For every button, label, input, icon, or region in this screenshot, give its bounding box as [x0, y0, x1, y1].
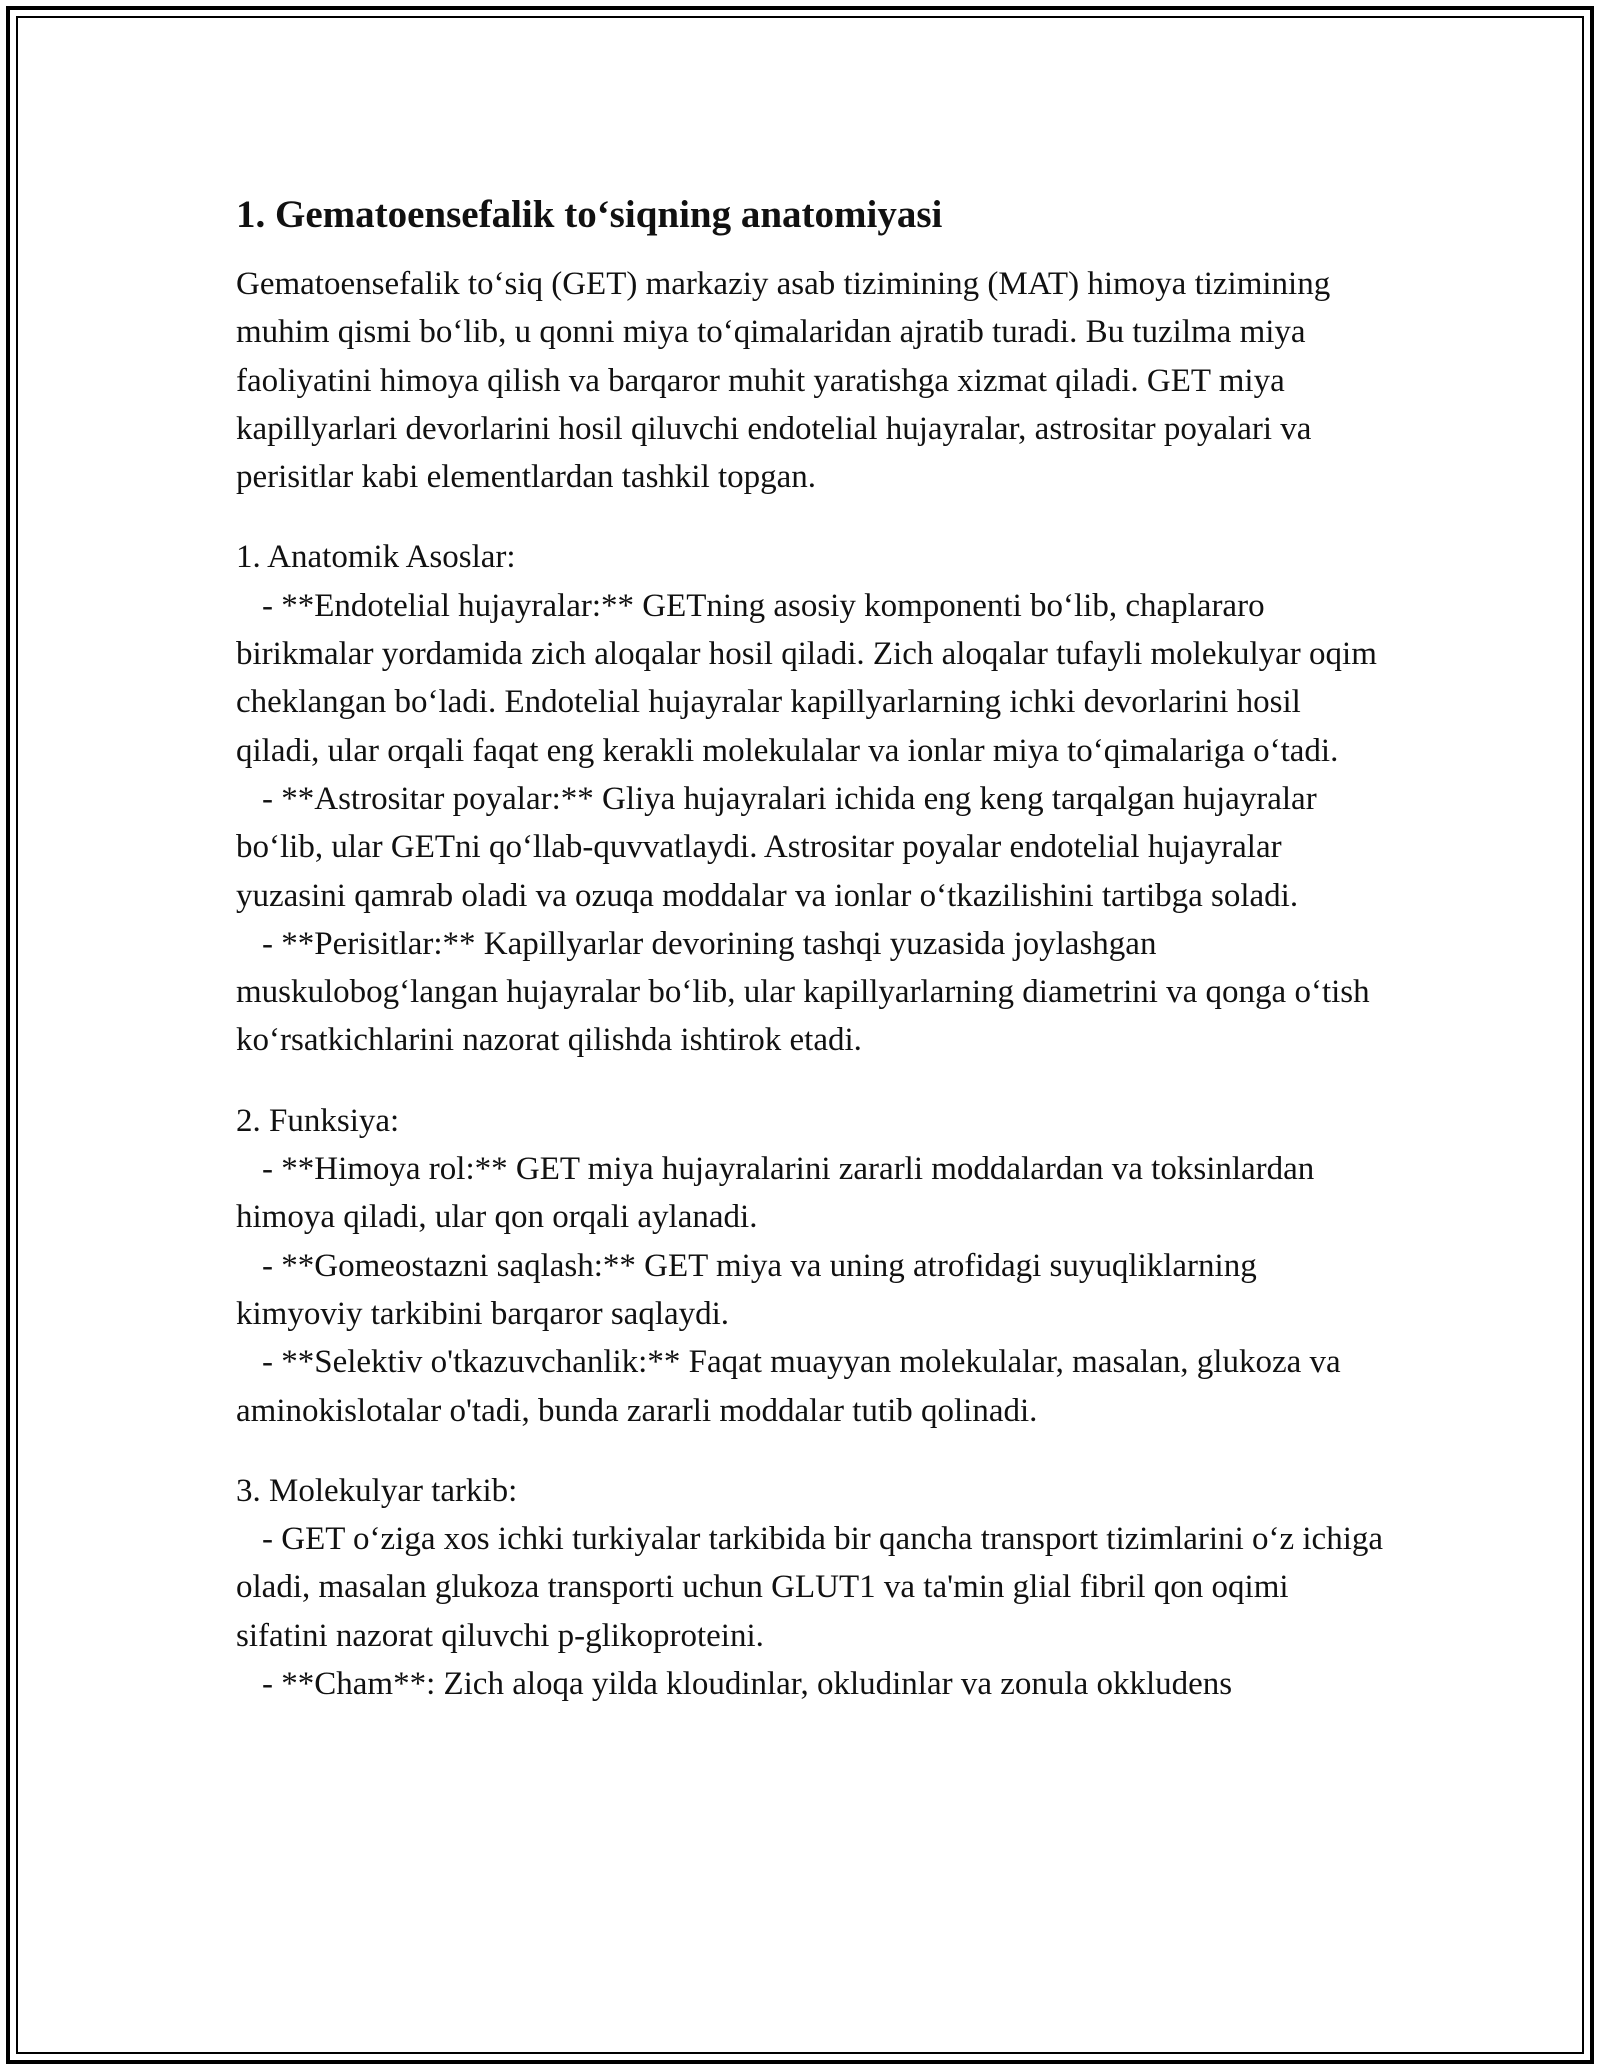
intro-paragraph: Gematoensefalik to‘siq (GET) markaziy asab tizimining (MAT) himoya tizimining muhim qismi bo‘lib, u qonni miya to‘qimalaridan ajratib turadi. Bu tuzilma miya faoliyatini himoya qilish va barqaror muhit yaratishga xizmat qiladi. GET miya kapillyarlari devorlarini hosil qiluvchi endotelial hujayralar, astrositar poyalari va perisitlar kabi elementlardan tashkil topgan. [236, 266, 1331, 496]
list-item-text: - **Astrositar poyalar:** Gliya hujayralari ichida eng keng tarqalgan hujayralar bo‘lib, ular GETni qo‘llab-quvvatlaydi. Astrositar poyalar endotelial hujayralar yuzasini qamrab oladi va ozuqa moddalar va ionlar o‘tkazilishini tartibga soladi. [236, 780, 1317, 914]
list-item [236, 775, 1386, 920]
list-item-text: - **Gomeostazni saqlash:** GET miya va uning atrofidagi suyuqliklarning kimyoviy tarkibini barqaror saqlaydi. [236, 1247, 1257, 1332]
list-item [236, 1242, 1386, 1339]
list-item-text: - **Perisitlar:** Kapillyarlar devorining tashqi yuzasida joylashgan muskulobog‘langan hujayralar bo‘lib, ular kapillyarlarning diametrini va qonga o‘tish ko‘rsatkichlarini nazorat qilishda ishtirok etadi. [236, 925, 1370, 1059]
list-item [236, 1338, 1386, 1435]
spacer [236, 1435, 1386, 1467]
list-item [236, 1660, 1386, 1708]
list-item-text: - **Cham**: Zich aloqa yilda kloudinlar, okludinlar va zonula okkludens [262, 1666, 1233, 1703]
document-title: 1. Gematoensefalik to‘siqning anatomiyasi [236, 193, 943, 236]
document-body [236, 190, 1386, 1708]
list-item-text: - **Endotelial hujayralar:** GETning asosiy komponenti bo‘lib, chaplararo birikmalar yordamida zich aloqalar hosil qiladi. Zich aloqalar tufayli molekulyar oqim cheklangan bo‘ladi. Endotelial hujayralar kapillyarlarning ichki devorlarini hosil qiladi, ular orqali faqat eng kerakli molekulalar va ionlar miya to‘qimalariga o‘tadi. [236, 587, 1377, 769]
section-anatomik-asoslar [236, 533, 1386, 1064]
section-funksiya [236, 1097, 1386, 1435]
section-heading: 3. Molekulyar tarkib: [236, 1472, 518, 1509]
list-item [236, 1145, 1386, 1242]
list-item [236, 582, 1386, 775]
list-item-text: - **Selektiv o'tkazuvchanlik:** Faqat muayyan molekulalar, masalan, glukoza va aminokislotalar o'tadi, bunda zararli moddalar tutib qolinadi. [236, 1344, 1341, 1429]
section-molekulyar-tarkib [236, 1467, 1386, 1708]
spacer [236, 1065, 1386, 1097]
list-item [236, 920, 1386, 1065]
list-item-text: - GET o‘ziga xos ichki turkiyalar tarkibida bir qancha transport tizimlarini o‘z ichiga oladi, masalan glukoza transporti uchun GLUT1 va ta'min glial fibril qon oqimi sifatini nazorat qiluvchi p-glikoproteini. [236, 1521, 1384, 1654]
spacer [236, 501, 1386, 533]
list-item-text: - **Himoya rol:** GET miya hujayralarini zararli moddalardan va toksinlardan himoya qiladi, ular qon orqali aylanadi. [236, 1151, 1315, 1236]
list-item [236, 1515, 1386, 1660]
section-heading: 1. Anatomik Asoslar: [236, 539, 516, 576]
section-heading: 2. Funksiya: [236, 1102, 400, 1139]
